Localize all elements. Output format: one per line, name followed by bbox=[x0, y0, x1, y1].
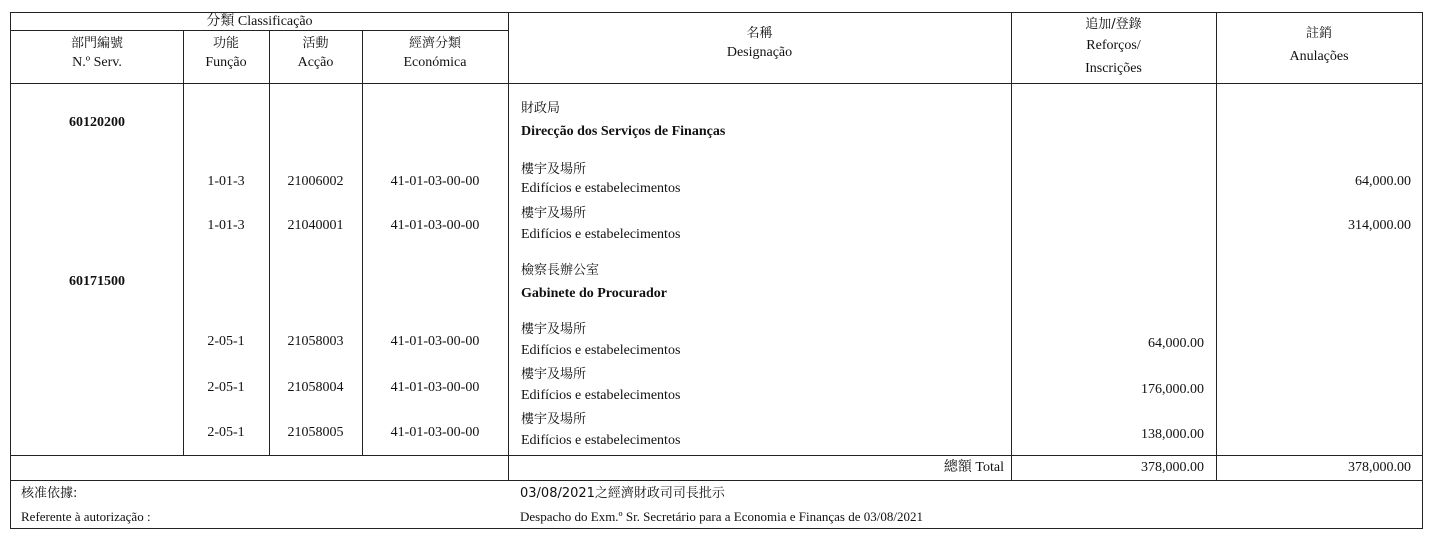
col-divider-5 bbox=[1011, 13, 1012, 480]
header-divider-classificacao bbox=[11, 30, 508, 31]
total-anulacoes: 378,000.00 bbox=[1348, 460, 1411, 475]
reforcos-cell: 138,000.00 bbox=[1141, 427, 1204, 442]
accao-cell: 21040001 bbox=[287, 218, 344, 233]
header-econ-zh: 經濟分類 bbox=[408, 36, 461, 51]
total-bottom-line bbox=[11, 480, 1422, 481]
col-divider-6 bbox=[1216, 13, 1217, 480]
economica-cell: 41-01-03-00-00 bbox=[390, 425, 480, 440]
funcao-cell: 2-05-1 bbox=[207, 380, 245, 395]
designacao-zh: 樓宇及場所 bbox=[521, 206, 587, 221]
funcao-cell: 1-01-3 bbox=[207, 174, 245, 189]
header-reforcos-pt1: Reforços/ bbox=[1086, 38, 1141, 53]
funcao-cell: 1-01-3 bbox=[207, 218, 245, 233]
accao-cell: 21058003 bbox=[287, 334, 344, 349]
header-acc-pt: Acção bbox=[297, 55, 334, 70]
anulacoes-cell: 64,000.00 bbox=[1355, 174, 1411, 189]
footer-ref-pt: Referente à autorização : bbox=[21, 509, 151, 524]
header-reforcos-pt2: Inscrições bbox=[1085, 61, 1142, 76]
economica-cell: 41-01-03-00-00 bbox=[390, 334, 480, 349]
dept-code: 60120200 bbox=[69, 115, 125, 130]
total-label: 總額 Total bbox=[943, 460, 1004, 475]
dept-name-pt: Gabinete do Procurador bbox=[521, 286, 667, 301]
designacao-pt: Edifícios e estabelecimentos bbox=[521, 388, 681, 403]
anulacoes-cell: 314,000.00 bbox=[1348, 218, 1411, 233]
designacao-zh: 樓宇及場所 bbox=[521, 322, 587, 337]
header-acc-zh: 活動 bbox=[302, 36, 329, 51]
economica-cell: 41-01-03-00-00 bbox=[390, 380, 480, 395]
footer-despacho-zh: 03/08/2021之經濟財政司司長批示 bbox=[520, 486, 725, 501]
designacao-pt: Edifícios e estabelecimentos bbox=[521, 181, 681, 196]
header-econ-pt: Económica bbox=[403, 55, 467, 70]
designacao-pt: Edifícios e estabelecimentos bbox=[521, 227, 681, 242]
dept-name-zh: 檢察長辦公室 bbox=[521, 263, 600, 278]
table-row bbox=[11, 159, 1424, 199]
designacao-pt: Edifícios e estabelecimentos bbox=[521, 343, 681, 358]
footer-ref-zh: 核准依據: bbox=[21, 486, 78, 501]
header-desig-zh: 名稱 bbox=[746, 26, 773, 41]
designacao-pt: Edifícios e estabelecimentos bbox=[521, 433, 681, 448]
reforcos-cell: 176,000.00 bbox=[1141, 382, 1204, 397]
header-func-pt: Função bbox=[205, 55, 247, 70]
table-row bbox=[11, 411, 1424, 451]
header-func-zh: 功能 bbox=[212, 36, 239, 51]
table-row bbox=[11, 365, 1424, 405]
header-bottom-line bbox=[11, 83, 1422, 84]
dept-code: 60171500 bbox=[69, 274, 125, 289]
total-reforcos: 378,000.00 bbox=[1141, 460, 1204, 475]
funcao-cell: 2-05-1 bbox=[207, 425, 245, 440]
budget-table bbox=[10, 12, 1423, 529]
designacao-zh: 樓宇及場所 bbox=[521, 412, 587, 427]
header-anul-pt: Anulações bbox=[1289, 49, 1349, 64]
economica-cell: 41-01-03-00-00 bbox=[390, 174, 480, 189]
funcao-cell: 2-05-1 bbox=[207, 334, 245, 349]
table-row bbox=[11, 205, 1424, 245]
col-divider-4 bbox=[508, 13, 509, 480]
header-classificacao: 分類 Classificação bbox=[206, 14, 313, 29]
reforcos-cell: 64,000.00 bbox=[1148, 336, 1204, 351]
header-desig-pt: Designação bbox=[726, 45, 793, 60]
dept-name-pt: Direcção dos Serviços de Finanças bbox=[521, 124, 726, 139]
header-anul-zh: 註銷 bbox=[1305, 26, 1332, 41]
accao-cell: 21058004 bbox=[287, 380, 344, 395]
total-top-line bbox=[11, 455, 1422, 456]
table-row bbox=[11, 319, 1424, 359]
economica-cell: 41-01-03-00-00 bbox=[390, 218, 480, 233]
header-dept-pt: N.º Serv. bbox=[72, 55, 122, 70]
header-dept-zh: 部門編號 bbox=[70, 36, 123, 51]
accao-cell: 21006002 bbox=[287, 174, 344, 189]
designacao-zh: 樓宇及場所 bbox=[521, 162, 587, 177]
footer-despacho-pt: Despacho do Exm.º Sr. Secretário para a Economia e Finanças de 03/08/2021 bbox=[520, 509, 923, 524]
dept-name-zh: 財政局 bbox=[521, 101, 561, 116]
accao-cell: 21058005 bbox=[287, 425, 344, 440]
header-reforcos-zh: 追加/登錄 bbox=[1085, 17, 1142, 32]
designacao-zh: 樓宇及場所 bbox=[521, 367, 587, 382]
